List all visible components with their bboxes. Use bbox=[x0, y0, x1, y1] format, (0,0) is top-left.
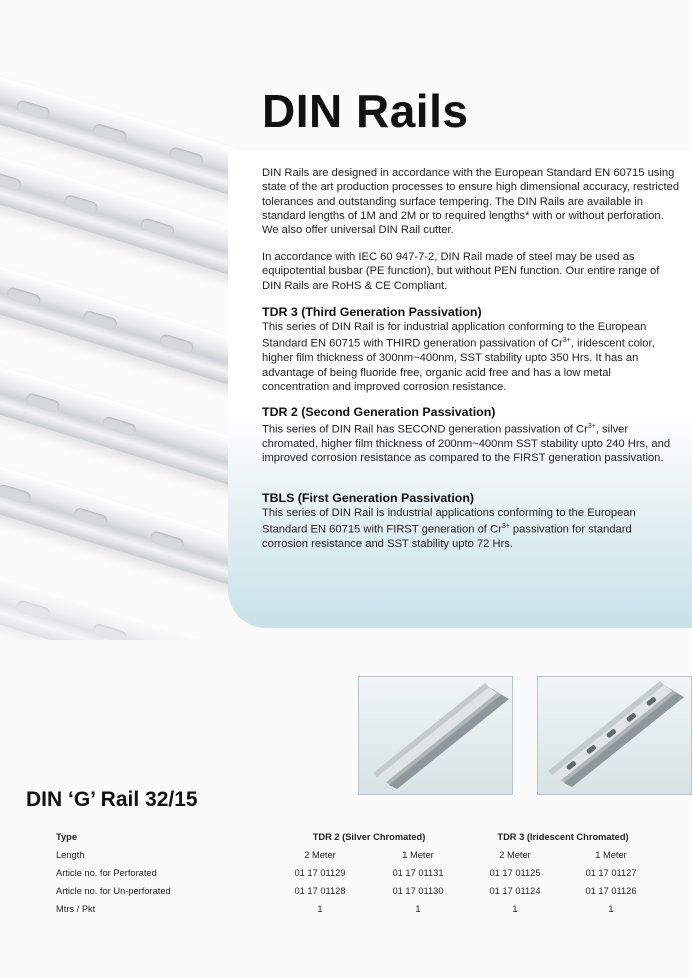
cell: 1 bbox=[608, 904, 614, 914]
rail-photo-perforated bbox=[537, 676, 692, 795]
row-label: Length bbox=[56, 850, 85, 860]
product-subtitle: DIN ‘G’ Rail 32/15 bbox=[26, 788, 198, 811]
rail-perforated-image bbox=[538, 677, 691, 794]
spec-table bbox=[56, 828, 659, 918]
superscript: 3+ bbox=[501, 523, 510, 531]
intro-paragraph-2 bbox=[262, 250, 680, 293]
table-row bbox=[56, 846, 659, 864]
cell: 01 17 01127 bbox=[585, 868, 637, 878]
rail-unperforated-image bbox=[359, 677, 512, 794]
section-text-b: passivation for standard corrosion resistance and SST stability upto 72 Hrs. bbox=[262, 524, 632, 551]
row-label: Article no. for Perforated bbox=[56, 868, 157, 878]
table-header-row bbox=[56, 828, 659, 846]
cell: 01 17 01124 bbox=[489, 886, 541, 896]
cell: 1 bbox=[512, 904, 518, 914]
section-heading: TBLS (First Generation Passivation) bbox=[262, 491, 475, 505]
section-text bbox=[262, 320, 680, 394]
cell: 01 17 01130 bbox=[392, 886, 444, 896]
section-heading: TDR 2 (Second Generation Passivation) bbox=[262, 405, 496, 419]
section-text-b: , iridescent color, higher film thickness of 300nm~400nm, SST stability upto 350 Hrs. It has an advantage of being fluoride free, organic acid free and has a low metal concentration and improved corrosion resistance. bbox=[262, 338, 655, 393]
table-row bbox=[56, 882, 659, 900]
table-row bbox=[56, 900, 659, 918]
section-heading: TDR 3 (Third Generation Passivation) bbox=[262, 305, 482, 319]
cell: 1 bbox=[317, 904, 323, 914]
cell: 1 bbox=[415, 904, 421, 914]
cell: 2 Meter bbox=[499, 850, 531, 860]
section-tdr2 bbox=[262, 405, 680, 466]
intro-text-1: DIN Rails are designed in accordance with the European Standard EN 60715 using state of the art production processes to ensure high dimensional accuracy, restricted tolerances and outstanding surface tempering. The DIN Rails are available in standard lengths of 1M and 2M or to required lengths* with or without perforation. We also offer universal DIN Rail cutter. bbox=[262, 167, 680, 237]
rail-photo-unperforated bbox=[358, 676, 513, 795]
header-group-tdr2: TDR 2 (Silver Chromated) bbox=[312, 832, 426, 842]
cell: 01 17 01131 bbox=[392, 868, 444, 878]
cell: 01 17 01126 bbox=[585, 886, 637, 896]
header-group-tdr3: TDR 3 (Iridescent Chromated) bbox=[497, 832, 629, 842]
section-text-a: This series of DIN Rail is industrial applications conforming to the European Standard EN 60715 with FIRST generation of Cr bbox=[262, 507, 636, 537]
section-text bbox=[262, 420, 680, 466]
section-tdr3 bbox=[262, 305, 680, 394]
table-row bbox=[56, 864, 659, 882]
cell: 1 Meter bbox=[595, 850, 627, 860]
cell: 01 17 01125 bbox=[489, 868, 541, 878]
row-label: Article no. for Un-perforated bbox=[56, 886, 171, 896]
superscript: 3+ bbox=[562, 337, 571, 345]
section-text bbox=[262, 506, 680, 552]
header-type: Type bbox=[56, 832, 78, 842]
row-label: Mtrs / Pkt bbox=[56, 904, 96, 914]
page-title: DIN Rails bbox=[262, 85, 469, 137]
superscript: 3+ bbox=[587, 423, 596, 430]
intro-text-2: In accordance with IEC 60 947-7-2, DIN Rail made of steel may be used as equipotential busbar (PE function), but without PEN function. Our entire range of DIN Rails are RoHS & CE Compliant. bbox=[262, 251, 660, 292]
section-text-a: This series of DIN Rail is for industrial application conforming to the European Standard EN 60715 with THIRD generation passivation of Cr bbox=[262, 321, 647, 351]
cell: 1 Meter bbox=[402, 850, 434, 860]
cell: 01 17 01129 bbox=[294, 868, 346, 878]
section-text-a: This series of DIN Rail has SECOND generation passivation of Cr bbox=[262, 423, 588, 436]
intro-paragraph-1 bbox=[262, 166, 680, 237]
cell: 2 Meter bbox=[304, 850, 336, 860]
section-text-b: , silver chromated, higher film thickness of 200nm~400nm SST stability upto 240 Hrs, and improved corrosion resistance as compared to the FIRST generation passivation. bbox=[262, 423, 671, 465]
section-tbls bbox=[262, 491, 680, 552]
cell: 01 17 01128 bbox=[294, 886, 346, 896]
